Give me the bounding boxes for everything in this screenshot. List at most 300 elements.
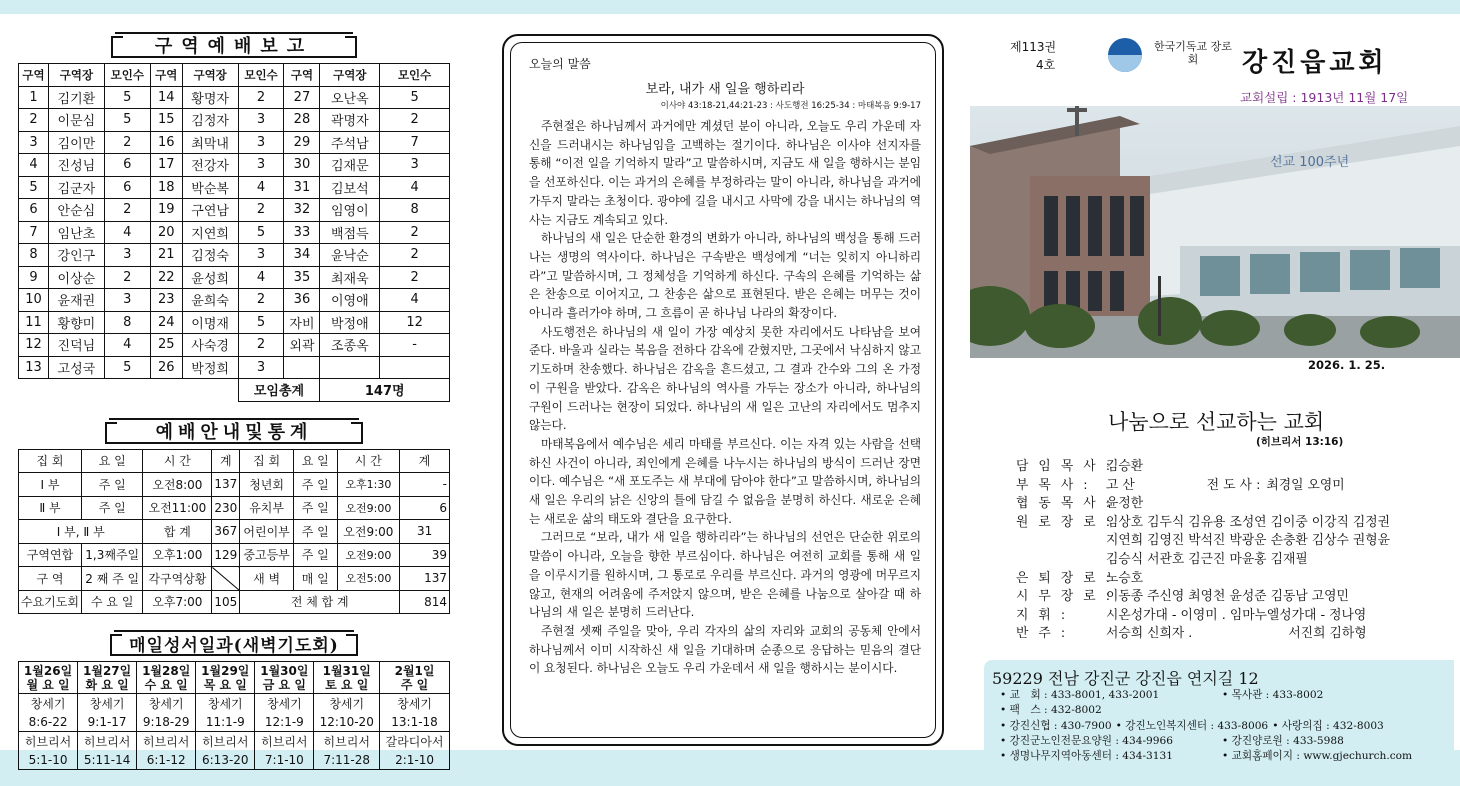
worship-cell: 39 bbox=[400, 543, 450, 567]
worship-cell: 오전9:00 bbox=[337, 543, 400, 567]
attendance-cell: 곽명자 bbox=[320, 109, 380, 132]
attendance-cell: 안순심 bbox=[48, 199, 104, 222]
attendance-cell: 최막내 bbox=[182, 131, 238, 154]
attendance-cell: 조종옥 bbox=[320, 334, 380, 357]
attendance-header: 구역장 bbox=[48, 64, 104, 87]
worship-header: 시 간 bbox=[143, 449, 212, 473]
right-column bbox=[970, 16, 1460, 763]
bible-book: 히브리서 bbox=[255, 732, 314, 751]
bible-date: 1월26일 bbox=[23, 663, 73, 678]
attendance-cell: 7 bbox=[19, 221, 49, 244]
bible-book: 히브리서 bbox=[137, 732, 196, 751]
attendance-cell: 6 bbox=[104, 154, 150, 177]
attendance-cell: 임영이 bbox=[320, 199, 380, 222]
attendance-cell: 4 bbox=[104, 334, 150, 357]
attendance-cell: 15 bbox=[150, 109, 182, 132]
table-row bbox=[19, 543, 450, 567]
attendance-cell: 박순복 bbox=[182, 176, 238, 199]
bible-book: 갈라디아서 bbox=[380, 732, 450, 751]
attendance-cell: 자비 bbox=[284, 311, 320, 334]
attendance-cell: 5 bbox=[19, 176, 49, 199]
attendance-cell: 김정숙 bbox=[182, 244, 238, 267]
worship-cell: 주 일 bbox=[293, 520, 337, 544]
bible-book: 창세기 bbox=[255, 694, 314, 713]
attendance-cell: 3 bbox=[104, 289, 150, 312]
table-row bbox=[19, 713, 450, 732]
staff-role: 은 퇴 장 로 : bbox=[1016, 570, 1114, 586]
worship-cell: 137 bbox=[212, 473, 240, 497]
table-row bbox=[19, 751, 450, 770]
table-row bbox=[19, 289, 450, 312]
worship-cell: 오전9:00 bbox=[337, 520, 400, 544]
bible-date: 2월1일 bbox=[394, 663, 435, 678]
attendance-cell: 28 bbox=[284, 109, 320, 132]
attendance-cell: 29 bbox=[284, 131, 320, 154]
bible-day-header bbox=[255, 662, 314, 694]
attendance-cell: 12 bbox=[19, 334, 49, 357]
attendance-cell: 3 bbox=[104, 244, 150, 267]
attendance-cell: 6 bbox=[104, 176, 150, 199]
motto-reference: (히브리서 13:16) bbox=[1256, 436, 1344, 448]
worship-cell: 주 일 bbox=[81, 473, 142, 497]
attendance-cell: 30 bbox=[284, 154, 320, 177]
attendance-cell: 윤희숙 bbox=[182, 289, 238, 312]
table-row bbox=[19, 732, 450, 751]
bible-verse: 7:1-10 bbox=[255, 751, 314, 770]
contact-row bbox=[1000, 719, 1412, 734]
attendance-cell: 27 bbox=[284, 86, 320, 109]
table-row bbox=[19, 662, 450, 694]
bulletin-date: 2026. 1. 25. bbox=[1308, 358, 1386, 372]
sermon-paragraph: 하나님의 새 일은 단순한 환경의 변화가 아니라, 하나님의 백성을 통해 드러나는 생명의 역사이다. 하나님은 구속받은 백성에게 “너는 잊히지 아니하리라”고 말씀하시며, 그 정체성을 기억하게 하신다. 구속의 은혜를 기억하는 삶은 찬송으로 이어지고, 그 찬송은 삶으로 표현된다. 받은 은혜는 머무는 것이 아니라 흘러가야 하며, 그 흐름이 곧 하나님 나라의 확장이다. bbox=[529, 231, 921, 321]
attendance-cell: 백점득 bbox=[320, 221, 380, 244]
worship-cell: 전 체 합 계 bbox=[240, 590, 400, 614]
attendance-cell bbox=[380, 356, 450, 379]
bible-weekday: 금 요 일 bbox=[262, 677, 306, 692]
staff-names: 임상호 김두식 김유용 조성연 김이중 이강직 김정권 bbox=[1106, 514, 1391, 530]
bible-weekday: 화 요 일 bbox=[85, 677, 129, 692]
bible-verse: 9:1-17 bbox=[78, 713, 137, 732]
attendance-cell: 진덕님 bbox=[48, 334, 104, 357]
attendance-cell: 34 bbox=[284, 244, 320, 267]
bible-day-header bbox=[78, 662, 137, 694]
attendance-cell: 김보석 bbox=[320, 176, 380, 199]
attendance-cell: 23 bbox=[150, 289, 182, 312]
bible-verse: 5:1-10 bbox=[19, 751, 78, 770]
attendance-cell: 25 bbox=[150, 334, 182, 357]
attendance-cell: 3 bbox=[238, 131, 284, 154]
worship-table bbox=[18, 449, 450, 615]
bible-verse: 12:1-9 bbox=[255, 713, 314, 732]
attendance-cell: 2 bbox=[19, 109, 49, 132]
attendance-cell: 박정희 bbox=[182, 356, 238, 379]
staff-names: 김승환 bbox=[1106, 459, 1144, 474]
worship-cell: 합 계 bbox=[143, 520, 212, 544]
bible-weekday: 수 요 일 bbox=[144, 677, 188, 692]
worship-cell: 새 벽 bbox=[240, 567, 294, 591]
attendance-cell: 4 bbox=[380, 289, 450, 312]
table-row bbox=[19, 590, 450, 614]
staff-row bbox=[1016, 532, 1456, 551]
staff-list bbox=[1016, 458, 1456, 644]
staff-names: 지연희 김영진 박석진 박광운 손충환 김상수 권형윤 bbox=[1106, 533, 1391, 549]
bible-book: 히브리서 bbox=[314, 732, 380, 751]
church-logo-icon bbox=[1108, 38, 1142, 72]
bible-verse: 7:11-28 bbox=[314, 751, 380, 770]
attendance-cell: 2 bbox=[380, 244, 450, 267]
sermon-title: 보라, 내가 새 일을 행하리라 bbox=[645, 82, 805, 97]
worship-cell: 129 bbox=[212, 543, 240, 567]
table-row bbox=[19, 109, 450, 132]
bible-book: 히브리서 bbox=[19, 732, 78, 751]
staff-names: 서진희 김하형 bbox=[1288, 626, 1367, 642]
attendance-cell: 황명자 bbox=[182, 86, 238, 109]
attendance-cell: 임난초 bbox=[48, 221, 104, 244]
bible-date: 1월28일 bbox=[142, 663, 191, 678]
bible-book: 창세기 bbox=[19, 694, 78, 713]
top-band bbox=[0, 0, 1460, 14]
staff-role: 반 주 : bbox=[1016, 626, 1069, 642]
attendance-cell: 강인구 bbox=[48, 244, 104, 267]
attendance-header: 구역장 bbox=[320, 64, 380, 87]
bible-date: 1월29일 bbox=[201, 663, 250, 678]
attendance-cell: 2 bbox=[238, 334, 284, 357]
bible-verse: 6:13-20 bbox=[196, 751, 255, 770]
contact-item: • 강진신협 : 430-7900 bbox=[1000, 719, 1112, 732]
table-row bbox=[19, 449, 450, 473]
bible-title: 매일성서일과(새벽기도회) bbox=[114, 630, 354, 656]
worship-cell: 어린이부 bbox=[240, 520, 294, 544]
sermon-paragraph: 사도행전은 하나님의 새 일이 가장 예상치 못한 자리에서도 나타남을 보여준다. 바울과 실라는 복음을 전하다 감옥에 갇혔지만, 그곳에서 낙심하지 않고 기도하며 찬송했다. 하나님은 감옥을 흔드셨고, 그 결과 간수와 그의 온 가정이 구원을 받았다. 감옥은 하나님의 역사를 가두는 장소가 아니라, 하나님의 구원이 드러나는 현장이 되었다. 하나님의 새 일은 고난의 자리에서도 멈추지 않는다. bbox=[529, 324, 921, 433]
issue-label: 4호 bbox=[1036, 58, 1056, 72]
worship-header: 계 bbox=[212, 449, 240, 473]
bible-verse: 12:10-20 bbox=[314, 713, 380, 732]
attendance-cell: 1 bbox=[19, 86, 49, 109]
attendance-cell: 3 bbox=[238, 154, 284, 177]
staff-names: 김승식 서관호 김근진 마윤홍 김재필 bbox=[1106, 551, 1308, 567]
bible-weekday: 주 일 bbox=[400, 677, 429, 692]
sermon-reference: 이사야 43:18-21,44:21-23 : 사도행전 16:25-34 : 마태복음 9:9-17 bbox=[660, 101, 921, 111]
attendance-cell: 4 bbox=[19, 154, 49, 177]
attendance-cell: 33 bbox=[284, 221, 320, 244]
table-row bbox=[19, 266, 450, 289]
bible-day-header bbox=[19, 662, 78, 694]
contact-row bbox=[1000, 703, 1412, 718]
bible-verse: 6:1-12 bbox=[137, 751, 196, 770]
worship-cell: 주 일 bbox=[81, 496, 142, 520]
bible-date: 1월30일 bbox=[260, 663, 309, 678]
attendance-cell: 2 bbox=[380, 266, 450, 289]
attendance-cell: 8 bbox=[380, 199, 450, 222]
worship-cell: 주 일 bbox=[293, 543, 337, 567]
staff-role: 협 동 목 사 : bbox=[1016, 496, 1114, 512]
staff-role: 담 임 목 사 : bbox=[1016, 459, 1114, 474]
worship-cell: 오전5:00 bbox=[337, 567, 400, 591]
attendance-cell: 5 bbox=[104, 356, 150, 379]
attendance-header: 구역 bbox=[150, 64, 182, 87]
table-row bbox=[19, 131, 450, 154]
worship-cell: - bbox=[400, 473, 450, 497]
staff-row bbox=[1016, 588, 1456, 607]
staff-names: 윤정한 bbox=[1106, 496, 1144, 512]
bible-book: 히브리서 bbox=[196, 732, 255, 751]
worship-cell: 청년회 bbox=[240, 473, 294, 497]
attendance-cell: 13 bbox=[19, 356, 49, 379]
bible-day-header bbox=[314, 662, 380, 694]
church-address: 59229 전남 강진군 강진읍 연지길 12 bbox=[992, 669, 1259, 688]
contact-item: • 교회홈페이지 : www.gjechurch.com bbox=[1222, 750, 1413, 763]
staff-row bbox=[1016, 514, 1456, 533]
attendance-cell: 3 bbox=[238, 109, 284, 132]
attendance-cell: 26 bbox=[150, 356, 182, 379]
attendance-cell: 이상순 bbox=[48, 266, 104, 289]
worship-header: 시 간 bbox=[337, 449, 400, 473]
attendance-cell: 8 bbox=[104, 311, 150, 334]
attendance-header: 구역 bbox=[284, 64, 320, 87]
attendance-cell: 외곽 bbox=[284, 334, 320, 357]
table-row bbox=[19, 379, 450, 402]
worship-cell: 오후1:00 bbox=[143, 543, 212, 567]
attendance-cell: 5 bbox=[380, 86, 450, 109]
worship-cell: 오전9:00 bbox=[337, 496, 400, 520]
attendance-total-value: 147명 bbox=[320, 379, 450, 402]
worship-cell: 수요기도회 bbox=[19, 590, 82, 614]
attendance-cell: 2 bbox=[104, 199, 150, 222]
bible-verse: 13:1-18 bbox=[380, 713, 450, 732]
table-row bbox=[19, 520, 450, 544]
bible-verse: 2:1-10 bbox=[380, 751, 450, 770]
sermon-paragraph: 마태복음에서 예수님은 세리 마태를 부르신다. 이는 자격 있는 사람을 선택하신 사건이 아니라, 죄인에게 은혜를 나누시는 하나님의 방식이 드러난 장면이다. 예수님은 “새 포도주는 새 부대에 담아야 한다”고 말씀하시며, 하나님의 새 일은 우리의 낡은 신앙의 틀에 담길 수 없음을 분명히 하신다. 새로운 은혜는 새로운 삶의 태도와 결단을 요구한다. bbox=[529, 436, 921, 526]
bible-book: 창세기 bbox=[78, 694, 137, 713]
attendance-cell: 7 bbox=[380, 131, 450, 154]
bible-book: 창세기 bbox=[137, 694, 196, 713]
bible-date: 1월31일 bbox=[322, 663, 371, 678]
founded-date: 교회설립 : 1913년 11월 17일 bbox=[1240, 90, 1409, 105]
attendance-cell: 이영애 bbox=[320, 289, 380, 312]
attendance-cell: 11 bbox=[19, 311, 49, 334]
attendance-title: 구역예배보고 bbox=[115, 32, 353, 58]
worship-cell: 구 역 bbox=[19, 567, 82, 591]
attendance-header: 구역장 bbox=[182, 64, 238, 87]
attendance-cell: 22 bbox=[150, 266, 182, 289]
attendance-total-label: 모임총계 bbox=[238, 379, 320, 402]
attendance-cell: 32 bbox=[284, 199, 320, 222]
attendance-cell: 윤재권 bbox=[48, 289, 104, 312]
attendance-cell: 4 bbox=[380, 176, 450, 199]
bible-book: 히브리서 bbox=[78, 732, 137, 751]
attendance-cell: 14 bbox=[150, 86, 182, 109]
attendance-cell: 지연희 bbox=[182, 221, 238, 244]
worship-header: 집 회 bbox=[240, 449, 294, 473]
bible-verse: 11:1-9 bbox=[196, 713, 255, 732]
worship-cell: 오전11:00 bbox=[143, 496, 212, 520]
attendance-cell: 2 bbox=[104, 266, 150, 289]
church-motto: 나눔으로 선교하는 교회 bbox=[1108, 410, 1325, 434]
attendance-cell bbox=[284, 356, 320, 379]
worship-cell: 각구역상황 bbox=[143, 567, 212, 591]
bible-day-header bbox=[196, 662, 255, 694]
sermon-body bbox=[529, 117, 921, 678]
bible-verse: 5:11-14 bbox=[78, 751, 137, 770]
worship-cell: 367 bbox=[212, 520, 240, 544]
attendance-cell: 2 bbox=[238, 199, 284, 222]
staff-role bbox=[1016, 532, 1106, 551]
attendance-cell: 2 bbox=[238, 86, 284, 109]
worship-header: 계 bbox=[400, 449, 450, 473]
staff-names: 고 산 bbox=[1106, 477, 1135, 493]
attendance-cell: 20 bbox=[150, 221, 182, 244]
table-row bbox=[19, 86, 450, 109]
staff-names: 최경일 오영미 bbox=[1266, 477, 1345, 493]
attendance-cell: 4 bbox=[104, 221, 150, 244]
staff-names: 노승호 bbox=[1106, 570, 1144, 586]
staff-role: 지 휘 : bbox=[1016, 607, 1069, 623]
staff-names: 이동종 주신영 최영천 윤성준 김동남 고영민 bbox=[1106, 589, 1349, 605]
table-row bbox=[19, 473, 450, 497]
table-row bbox=[19, 694, 450, 713]
table-row bbox=[19, 356, 450, 379]
worship-cell: 137 bbox=[400, 567, 450, 591]
attendance-cell: 최재욱 bbox=[320, 266, 380, 289]
staff-row bbox=[1016, 458, 1456, 477]
worship-cell: Ⅰ 부 bbox=[19, 473, 82, 497]
attendance-cell: 고성국 bbox=[48, 356, 104, 379]
attendance-cell: 전강자 bbox=[182, 154, 238, 177]
attendance-cell: 김기환 bbox=[48, 86, 104, 109]
contact-item: • 목사관 : 433-8002 bbox=[1222, 689, 1324, 701]
staff-row bbox=[1016, 477, 1456, 496]
table-row bbox=[19, 311, 450, 334]
sermon-inner bbox=[510, 42, 936, 738]
staff-row bbox=[1016, 551, 1456, 570]
staff-role: 시 무 장 로 : bbox=[1016, 589, 1114, 605]
attendance-cell: 8 bbox=[19, 244, 49, 267]
bible-verse: 9:18-29 bbox=[137, 713, 196, 732]
staff-role bbox=[1016, 551, 1106, 570]
attendance-cell: 36 bbox=[284, 289, 320, 312]
bible-book: 창세기 bbox=[196, 694, 255, 713]
attendance-cell: 21 bbox=[150, 244, 182, 267]
staff-role: 전 도 사 : bbox=[1206, 477, 1261, 493]
table-row bbox=[19, 334, 450, 357]
sermon-paragraph: 주현절은 하나님께서 과거에만 계셨던 분이 아니라, 오늘도 우리 가운데 자신을 드러내시는 하나님임을 고백하는 절기이다. 하나님은 이사야 선지자를 통해 “이전 일을 기억하지 말라”고 말씀하시며, 지금도 새 일을 행하시는 분임을 선포하신다. 이는 과거의 은혜를 부정하라는 말이 아니라, 하나님을 과거에 가두지 말라는 초청이다. 광야에 길을 내시고 사막에 강을 내시는 하나님의 역사는 지금도 계속되고 있다. bbox=[529, 119, 921, 227]
church-name: 강진읍교회 bbox=[1242, 48, 1388, 78]
worship-cell: 매 일 bbox=[293, 567, 337, 591]
contact-row bbox=[1000, 688, 1412, 703]
attendance-cell: 김이만 bbox=[48, 131, 104, 154]
contact-item: • 사랑의집 : 432-8003 bbox=[1272, 719, 1384, 732]
attendance-cell: 오난옥 bbox=[320, 86, 380, 109]
attendance-cell: 6 bbox=[19, 199, 49, 222]
contact-item: • 팩 스 : 432-8002 bbox=[1000, 704, 1102, 717]
denomination-label: 한국기독교 장로회 bbox=[1154, 40, 1232, 66]
contact-list bbox=[1000, 688, 1412, 764]
attendance-cell: 2 bbox=[238, 289, 284, 312]
contact-row bbox=[1000, 734, 1412, 749]
attendance-cell: 9 bbox=[19, 266, 49, 289]
bible-date: 1월27일 bbox=[83, 663, 132, 678]
bible-day-header bbox=[380, 662, 450, 694]
bible-weekday: 토 요 일 bbox=[325, 677, 369, 692]
worship-cell: 1,3째주일 bbox=[81, 543, 142, 567]
table-row bbox=[19, 244, 450, 267]
sermon-frame bbox=[502, 34, 944, 746]
sermon-paragraph: 주현절 셋째 주일을 맞아, 우리 각자의 삶의 자리와 교회의 공동체 안에서 하나님께서 이미 시작하신 새 일을 기대하며 순종으로 응답하는 믿음의 결단이 요청된다. 하나님은 오늘도 우리 가운데서 새 일을 행하시는 분이시다. bbox=[529, 623, 921, 676]
attendance-cell: 18 bbox=[150, 176, 182, 199]
worship-cell: 오후1:30 bbox=[337, 473, 400, 497]
attendance-cell: 3 bbox=[238, 244, 284, 267]
attendance-cell: 주석남 bbox=[320, 131, 380, 154]
attendance-cell: 16 bbox=[150, 131, 182, 154]
worship-cell: 814 bbox=[400, 590, 450, 614]
left-column bbox=[18, 30, 450, 770]
worship-cell: 수 요 일 bbox=[81, 590, 142, 614]
worship-cell: 주 일 bbox=[293, 473, 337, 497]
contact-item: • 강진양로원 : 433-5988 bbox=[1222, 734, 1344, 747]
attendance-cell: 윤낙순 bbox=[320, 244, 380, 267]
staff-row bbox=[1016, 625, 1456, 644]
staff-names: 서승희 신희자 . bbox=[1106, 626, 1193, 642]
attendance-cell: 31 bbox=[284, 176, 320, 199]
worship-cell: 31 bbox=[400, 520, 450, 544]
staff-row bbox=[1016, 570, 1456, 589]
attendance-cell: 10 bbox=[19, 289, 49, 312]
bible-verse: 8:6-22 bbox=[19, 713, 78, 732]
attendance-cell: 5 bbox=[104, 109, 150, 132]
attendance-cell: 4 bbox=[238, 266, 284, 289]
worship-cell: 105 bbox=[212, 590, 240, 614]
attendance-cell: 35 bbox=[284, 266, 320, 289]
worship-header: 요 일 bbox=[293, 449, 337, 473]
staff-role: 부 목 사 : bbox=[1016, 477, 1091, 493]
contact-item: • 생명나무지역아동센터 : 434-3131 bbox=[1000, 750, 1174, 763]
worship-cell: 유치부 bbox=[240, 496, 294, 520]
bible-weekday: 목 요 일 bbox=[203, 677, 247, 692]
bible-weekday: 월 요 일 bbox=[26, 677, 70, 692]
contact-item: • 강진노인복지센터 : 433-8006 bbox=[1115, 719, 1269, 732]
attendance-cell: 3 bbox=[380, 154, 450, 177]
table-row bbox=[19, 221, 450, 244]
bible-reading-table bbox=[18, 661, 450, 770]
attendance-cell: 박정애 bbox=[320, 311, 380, 334]
attendance-cell: 2 bbox=[104, 131, 150, 154]
attendance-cell: 이명재 bbox=[182, 311, 238, 334]
worship-header: 요 일 bbox=[81, 449, 142, 473]
worship-cell: 구역연합 bbox=[19, 543, 82, 567]
worship-title: 예배안내및통계 bbox=[109, 418, 359, 444]
attendance-cell: 24 bbox=[150, 311, 182, 334]
sermon-label: 오늘의 말씀 bbox=[529, 57, 591, 71]
contact-item: • 강진군노인전문요양원 : 434-9966 bbox=[1000, 734, 1174, 747]
worship-cell: Ⅱ 부 bbox=[19, 496, 82, 520]
worship-cell: 오전8:00 bbox=[143, 473, 212, 497]
attendance-cell: 김재문 bbox=[320, 154, 380, 177]
attendance-cell bbox=[320, 356, 380, 379]
table-row bbox=[19, 567, 450, 591]
staff-row bbox=[1016, 495, 1456, 514]
attendance-cell: - bbox=[380, 334, 450, 357]
attendance-cell: 2 bbox=[380, 221, 450, 244]
table-row bbox=[19, 176, 450, 199]
staff-role: 원 로 장 로 : bbox=[1016, 514, 1114, 530]
attendance-cell: 김정자 bbox=[182, 109, 238, 132]
worship-cell: 중고등부 bbox=[240, 543, 294, 567]
worship-cell: 주 일 bbox=[293, 496, 337, 520]
attendance-header: 모인수 bbox=[238, 64, 284, 87]
attendance-cell: 2 bbox=[380, 109, 450, 132]
attendance-header: 모인수 bbox=[380, 64, 450, 87]
attendance-cell: 윤성희 bbox=[182, 266, 238, 289]
